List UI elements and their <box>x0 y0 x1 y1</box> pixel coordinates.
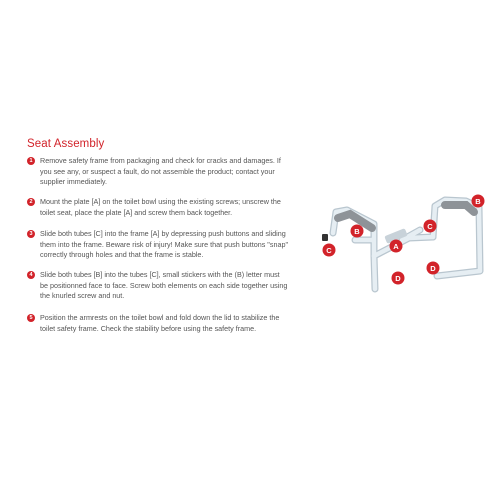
label-c-left: C <box>326 245 332 255</box>
step-number-badge: 4 <box>27 271 35 279</box>
step-text: Mount the plate [A] on the toilet bowl using the existing screws; unscrew the toilet seat, place the plate [A] and screw them back together. <box>40 197 281 217</box>
step-number-badge: 2 <box>27 198 35 206</box>
step-text: Position the armrests on the toilet bowl and fold down the lid to stabilize the toilet safety frame. Check the stability before using the safety frame. <box>40 313 280 333</box>
assembly-step-3 <box>27 229 289 261</box>
label-a: A <box>393 241 399 251</box>
assembly-step-4 <box>27 270 289 302</box>
assembly-step-2 <box>27 197 289 218</box>
step-number-badge: 5 <box>27 314 35 322</box>
label-b-left: B <box>354 226 360 236</box>
label-b-right: B <box>475 196 481 206</box>
step-text: Slide both tubes [B] into the tubes [C], small stickers with the (B) letter must be positionned face to face. Screw both elements on each side together using the knurled screw and nut. <box>40 270 288 301</box>
label-c-right: C <box>427 221 433 231</box>
page-title: Seat Assembly <box>27 138 105 150</box>
step-number-badge: 3 <box>27 230 35 238</box>
step-text: Remove safety frame from packaging and check for cracks and damages. If you see any, or suspect a fault, do not assemble the product; contact your supplier immediately. <box>40 156 281 187</box>
assembly-step-1 <box>27 156 289 188</box>
step-text: Slide both tubes [C] into the frame [A] by depressing push buttons and sliding them into the frame. Beware risk of injury! Make sure that push buttons "snap" correctly through holes and that the frame is stable. <box>40 229 289 260</box>
safety-frame-diagram <box>300 180 500 310</box>
knurled-screw <box>322 234 328 241</box>
step-number-badge: 1 <box>27 157 35 165</box>
armrest-pads <box>338 205 474 228</box>
label-d-left: D <box>395 273 401 283</box>
label-d-right: D <box>430 263 436 273</box>
assembly-step-5 <box>27 313 289 334</box>
